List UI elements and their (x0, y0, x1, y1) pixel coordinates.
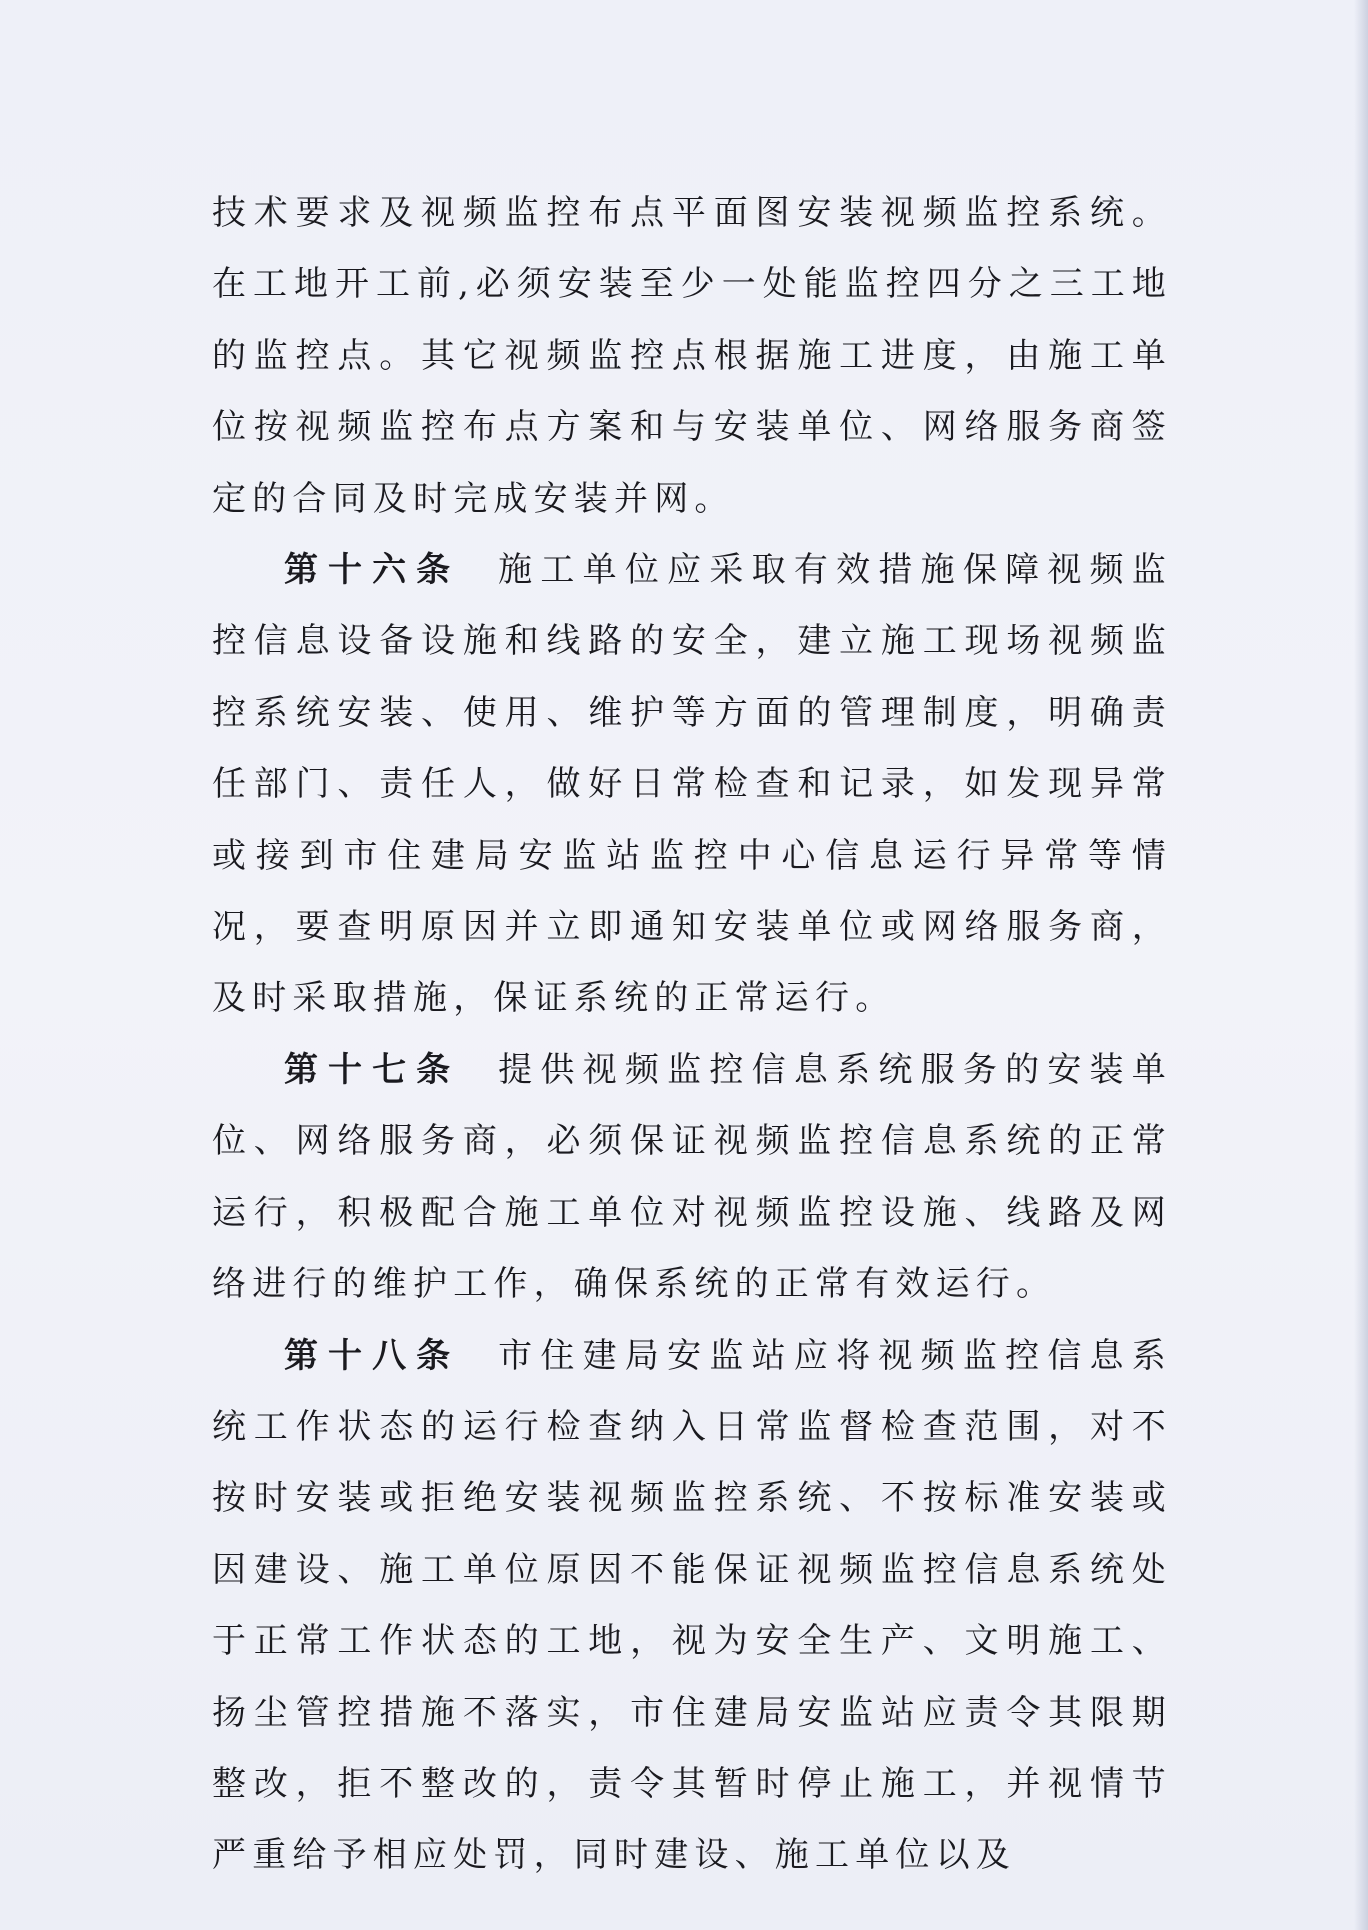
article-17-number: 第十七条 (284, 1049, 461, 1090)
article-17-text: 提供视频监控信息系统服务的安装单位、网络服务商，必须保证视频监控信息系统的正常运行，积极配合施工单位对视频监控设施、线路及网络进行的维护工作，确保系统的正常有效运行。 (212, 1049, 1172, 1305)
article-18-text: 市住建局安监站应将视频监控信息系统工作状态的运行检查纳入日常监督检查范围，对不按时安装或拒绝安装视频监控系统、不按标准安装或因建设、施工单位原因不能保证视频监控信息系统处于正常工作状态的工地，视为安全生产、文明施工、扬尘管控措施不落实，市住建局安监站应责令其限期整改，拒不整改的，责令其暂时停止施工，并视情节严重给予相应处罚，同时建设、施工单位以及 (212, 1335, 1172, 1876)
document-body (212, 178, 1172, 1892)
article-16-number: 第十六条 (284, 550, 461, 591)
article-18-number: 第十八条 (284, 1335, 461, 1376)
scan-edge-shadow (1354, 0, 1368, 1930)
article-16-text: 施工单位应采取有效措施保障视频监控信息设备设施和线路的安全，建立施工现场视频监控系统安装、使用、维护等方面的管理制度，明确责任部门、责任人，做好日常检查和记录，如发现异常或接到市住建局安监站监控中心信息运行异常等情况，要查明原因并立即通知安装单位或网络服务商，及时采取措施，保证系统的正常运行。 (212, 550, 1172, 1019)
article-16-paragraph (212, 535, 1172, 1035)
article-17-paragraph (212, 1035, 1172, 1321)
article-18-paragraph (212, 1321, 1172, 1892)
continuation-paragraph: 技术要求及视频监控布点平面图安装视频监控系统。在工地开工前,必须安装至少一处能监控四分之三工地的监控点。其它视频监控点根据施工进度，由施工单位按视频监控布点方案和与安装单位、网络服务商签定的合同及时完成安装并网。 (212, 193, 1172, 519)
